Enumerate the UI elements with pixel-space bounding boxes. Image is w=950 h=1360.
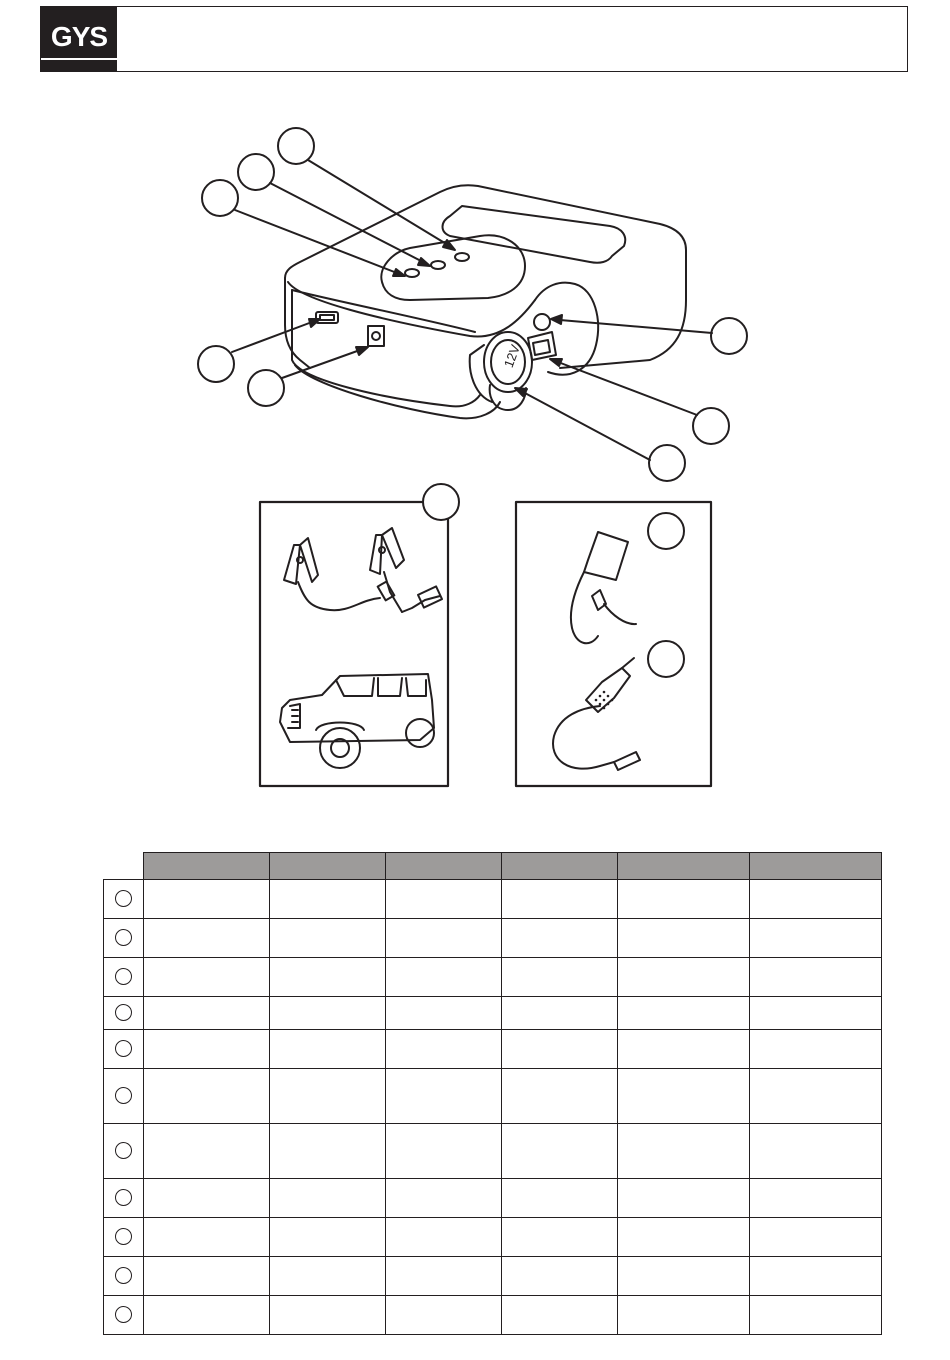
number-circle-icon: [115, 1228, 132, 1245]
header-col-2: [270, 853, 386, 880]
table-row: [104, 997, 882, 1030]
table-cell: [750, 958, 882, 997]
table-cell: [502, 1257, 618, 1296]
number-circle-icon: [115, 1087, 132, 1104]
number-circle-icon: [115, 1306, 132, 1323]
number-circle-icon: [115, 1267, 132, 1284]
row-number-circle: [104, 1179, 144, 1218]
header-col-4: [502, 853, 618, 880]
table-row: [104, 1296, 882, 1335]
table-cell: [386, 1179, 502, 1218]
table-cell: [750, 1069, 882, 1124]
table-cell: [618, 1257, 750, 1296]
table-cell: [270, 958, 386, 997]
table-row: [104, 1124, 882, 1179]
table-cell: [618, 958, 750, 997]
table-cell: [502, 1296, 618, 1335]
table-cell: [502, 958, 618, 997]
table-cell: [144, 1124, 270, 1179]
table-row: [104, 1069, 882, 1124]
number-circle-icon: [115, 929, 132, 946]
accessory-box-clamps: [260, 484, 459, 786]
table-cell: [144, 1179, 270, 1218]
spec-table: [103, 852, 882, 1335]
table-cell: [502, 1218, 618, 1257]
socket-12v-label: 12V: [500, 342, 523, 370]
table-cell: [144, 880, 270, 919]
table-cell: [502, 880, 618, 919]
table-row: [104, 1218, 882, 1257]
number-circle-icon: [115, 1189, 132, 1206]
table-cell: [386, 880, 502, 919]
number-circle-icon: [115, 968, 132, 985]
table-cell: [144, 1218, 270, 1257]
callout-circles: [198, 128, 747, 481]
header-col-3: [386, 853, 502, 880]
table-cell: [270, 1030, 386, 1069]
row-number-circle: [104, 1069, 144, 1124]
row-number-circle: [104, 919, 144, 958]
table-cell: [144, 997, 270, 1030]
table-cell: [270, 1257, 386, 1296]
table-cell: [386, 958, 502, 997]
table-cell: [502, 919, 618, 958]
table-cell: [270, 1069, 386, 1124]
table-cell: [750, 919, 882, 958]
table-cell: [618, 1218, 750, 1257]
table-cell: [270, 1179, 386, 1218]
row-number-circle: [104, 1218, 144, 1257]
table-row: [104, 880, 882, 919]
table-cell: [750, 1296, 882, 1335]
table-cell: [144, 919, 270, 958]
number-circle-icon: [115, 890, 132, 907]
table-cell: [750, 1124, 882, 1179]
table-cell: [386, 1124, 502, 1179]
table-cell: [618, 997, 750, 1030]
table-cell: [618, 1296, 750, 1335]
table-cell: [270, 1296, 386, 1335]
row-number-circle: [104, 997, 144, 1030]
number-circle-icon: [115, 1142, 132, 1159]
number-circle-icon: [115, 1040, 132, 1057]
header-blank: [104, 853, 144, 880]
table-cell: [270, 919, 386, 958]
header-col-1: [144, 853, 270, 880]
table-cell: [750, 997, 882, 1030]
table-cell: [144, 1257, 270, 1296]
table-cell: [502, 1030, 618, 1069]
table-cell: [386, 919, 502, 958]
logo-text: GYS: [50, 21, 108, 52]
table-cell: [750, 1257, 882, 1296]
spec-table-header: [104, 853, 882, 880]
table-cell: [502, 997, 618, 1030]
table-cell: [502, 1069, 618, 1124]
table-cell: [502, 1124, 618, 1179]
table-cell: [386, 1069, 502, 1124]
table-cell: [618, 880, 750, 919]
table-cell: [144, 1030, 270, 1069]
row-number-circle: [104, 1030, 144, 1069]
table-cell: [618, 1069, 750, 1124]
table-cell: [270, 997, 386, 1030]
table-cell: [750, 880, 882, 919]
table-row: [104, 919, 882, 958]
table-row: [104, 1179, 882, 1218]
row-number-circle: [104, 1296, 144, 1335]
table-cell: [618, 919, 750, 958]
table-cell: [618, 1124, 750, 1179]
table-cell: [750, 1218, 882, 1257]
table-row: [104, 958, 882, 997]
table-cell: [386, 1296, 502, 1335]
jeep-illustration: [280, 674, 434, 768]
table-cell: [270, 1124, 386, 1179]
row-number-circle: [104, 958, 144, 997]
table-cell: [386, 1218, 502, 1257]
header-col-6: [750, 853, 882, 880]
table-cell: [270, 880, 386, 919]
table-cell: [144, 1069, 270, 1124]
table-row: [104, 1257, 882, 1296]
leader-lines: [232, 160, 712, 460]
table-cell: [750, 1179, 882, 1218]
table-row: [104, 1030, 882, 1069]
accessory-box-chargers: [516, 502, 711, 786]
table-cell: [618, 1030, 750, 1069]
table-cell: [144, 1296, 270, 1335]
row-number-circle: [104, 880, 144, 919]
table-cell: [750, 1030, 882, 1069]
table-cell: [618, 1179, 750, 1218]
table-cell: [144, 958, 270, 997]
table-cell: [386, 1257, 502, 1296]
table-cell: [386, 997, 502, 1030]
table-cell: [386, 1030, 502, 1069]
number-circle-icon: [115, 1004, 132, 1021]
table-cell: [270, 1218, 386, 1257]
table-cell: [502, 1179, 618, 1218]
booster-device: [285, 185, 686, 418]
header-col-5: [618, 853, 750, 880]
row-number-circle: [104, 1124, 144, 1179]
row-number-circle: [104, 1257, 144, 1296]
